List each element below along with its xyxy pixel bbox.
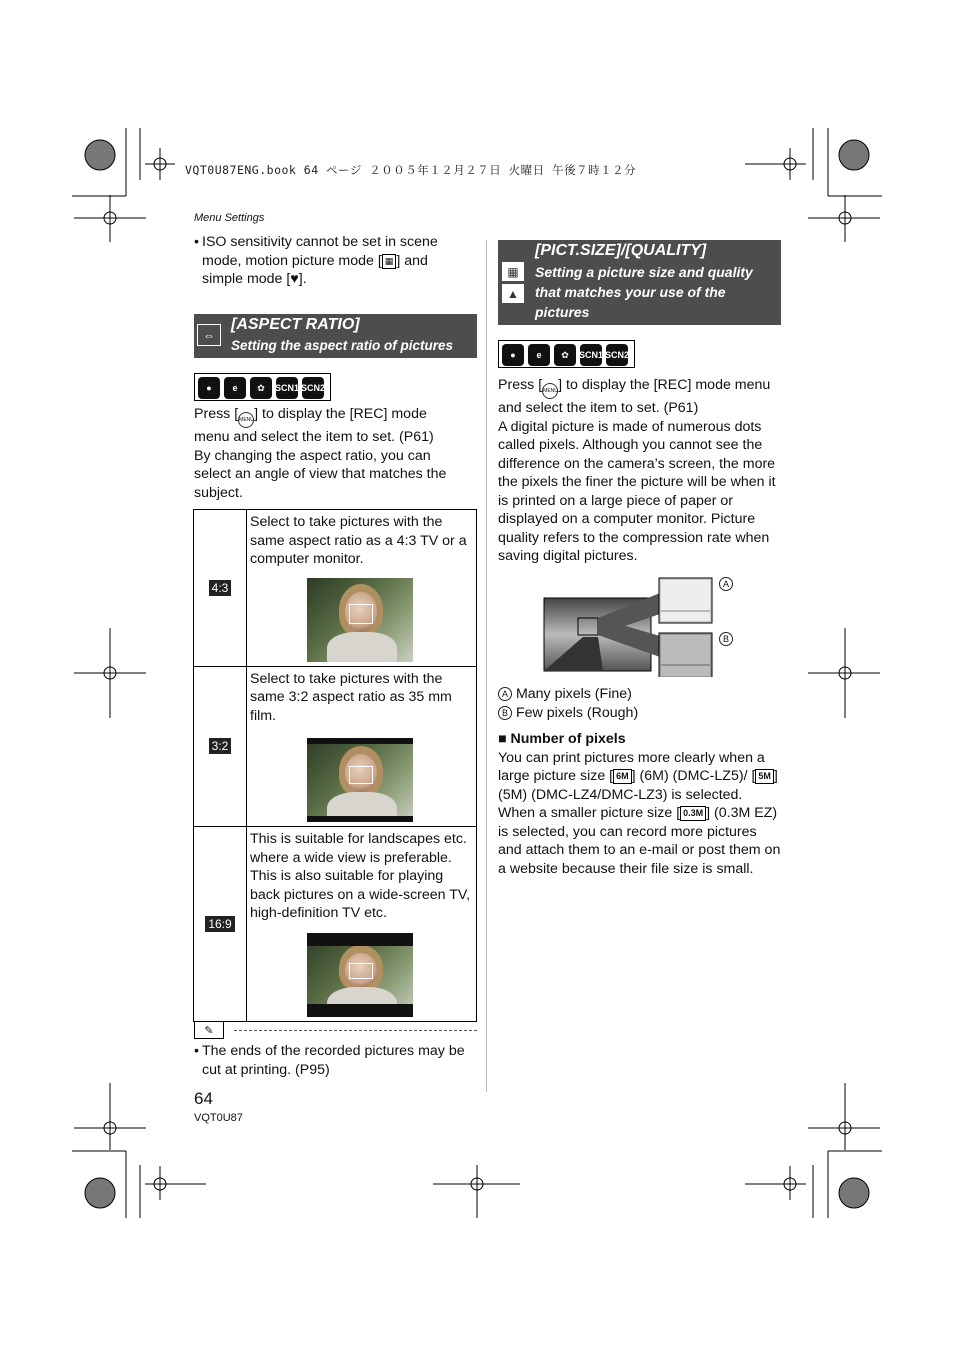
section-label: Menu Settings	[194, 212, 265, 224]
aspect-16-9-text: This is suitable for landscapes etc. where a wide view is preferable. This is also suitable for playing back pictures on a wide-screen TV, high-definition TV etc.	[250, 831, 471, 921]
menu-set-button-icon: MENU	[238, 412, 254, 428]
aspect-ratio-intro: By changing the aspect ratio, you can select an angle of view that matches the subject.	[194, 447, 447, 501]
macro-mode-icon: ✿	[250, 377, 272, 399]
scn1-icon: SCN1	[276, 377, 298, 399]
pixel-diagram	[543, 577, 738, 677]
number-of-pixels-p2: When a smaller picture size [ 0.3M ] (0.3M EZ) is selected, you can record more pictures and attach them to an e-mail or post them on a website because their file size is small.	[498, 805, 781, 877]
aspect-4-3-badge: 4:3	[209, 580, 232, 596]
number-of-pixels-heading: ■ Number of pixels	[498, 731, 626, 747]
mode-icon-strip-right	[498, 340, 635, 368]
printer-info-line: VQT0U87ENG.book 64 ページ ２００５年１２月２７日 火曜日 午後７時１２分	[185, 163, 637, 177]
number-of-pixels-section	[498, 730, 781, 878]
pict-size-subtitle: Setting a picture size and quality that matches your use of the pictures	[535, 264, 753, 320]
number-of-pixels-p1: You can print pictures more clearly when a large picture size [ 6M ] (6M) (DMC-LZ5)/ [ 5M ] (5M) (DMC-LZ4/DMC-LZ3) is selected.	[498, 749, 778, 803]
quality-icon: ▲	[502, 284, 524, 303]
economy-mode-icon: e	[224, 377, 246, 399]
aspect-16-9-badge: 16:9	[205, 916, 234, 932]
pict-size-title: [PICT.SIZE]/[QUALITY]	[535, 242, 707, 259]
document-code: VQT0U87	[194, 1112, 243, 1124]
note-icon: ✎	[194, 1021, 224, 1039]
pict-size-intro: A digital picture is made of numerous dots called pixels. Although you cannot see the difference on the camera’s screen, the more the pixels the finer the picture will be when it is printed on a large piece of paper or displayed on a computer monitor. Picture quality refers to the compression rate when saving digital pictures.	[498, 418, 776, 564]
table-row	[194, 510, 477, 667]
aspect-ratio-header	[194, 314, 477, 358]
aspect-ratio-instructions: Press [MENU] to display the [REC] mode menu and select the item to set. (P61) By changing the aspect ratio, you can select an angle of view that matches the subject.	[194, 405, 466, 502]
aspect-3-2-text: Select to take pictures with the same 3:2 aspect ratio as 35 mm film.	[250, 670, 452, 724]
heart-icon: ♥	[290, 271, 299, 287]
camera-mode-icon: ●	[198, 377, 220, 399]
aspect-3-2-badge: 3:2	[209, 738, 232, 754]
macro-mode-icon: ✿	[554, 344, 576, 366]
camera-mode-icon: ●	[502, 344, 524, 366]
label-b-marker: B	[719, 632, 733, 646]
page-number: 64	[194, 1089, 213, 1108]
motion-picture-icon: ▦	[382, 254, 397, 269]
legend-item: B Few pixels (Rough)	[498, 704, 778, 723]
aspect-ratio-icon: ⇔	[197, 324, 221, 346]
sample-photo-3-2	[307, 738, 413, 822]
picture-size-5m-icon: 5M	[755, 769, 774, 784]
picture-size-6m-icon: 6M	[613, 769, 632, 784]
note-divider	[234, 1030, 477, 1031]
menu-set-button-icon: MENU	[542, 383, 558, 399]
scn1-icon: SCN1	[580, 344, 602, 366]
pict-size-icon: ▦	[502, 262, 524, 281]
mode-icon-strip-left	[194, 373, 331, 401]
printing-note: • The ends of the recorded pictures may be cut at printing. (P95)	[194, 1043, 465, 1078]
aspect-ratio-table	[193, 509, 477, 1022]
aspect-ratio-title: [ASPECT RATIO]	[231, 316, 360, 333]
table-row	[194, 666, 477, 827]
label-a-marker: A	[719, 577, 733, 591]
picture-size-0-3m-icon: 0.3M	[680, 806, 706, 821]
aspect-4-3-text: Select to take pictures with the same aspect ratio as a 4:3 TV or a computer monitor.	[250, 514, 467, 567]
table-row	[194, 827, 477, 1022]
pict-size-instructions: Press [MENU] to display the [REC] mode menu and select the item to set. (P61) A digital picture is made of numerous dots called pixels. Although you cannot see the difference on the camera’s screen, the more the pixels the finer the picture will be when it is printed on a large piece of paper or displayed on a computer monitor. Picture quality refers to the compression rate when saving digital pictures.	[498, 376, 780, 566]
sample-photo-4-3	[307, 578, 413, 662]
economy-mode-icon: e	[528, 344, 550, 366]
iso-note: • ISO sensitivity cannot be set in scene mode, motion picture mode [ ▦ ] and simple mode [♥].	[194, 234, 438, 287]
pict-size-header	[498, 240, 781, 325]
aspect-ratio-subtitle: Setting the aspect ratio of pictures	[231, 338, 454, 353]
scn2-icon: SCN2	[606, 344, 628, 366]
sample-photo-16-9	[307, 933, 413, 1017]
pixel-legend	[498, 685, 778, 722]
legend-item: A Many pixels (Fine)	[498, 685, 778, 704]
column-divider	[486, 240, 487, 1092]
scn2-icon: SCN2	[302, 377, 324, 399]
